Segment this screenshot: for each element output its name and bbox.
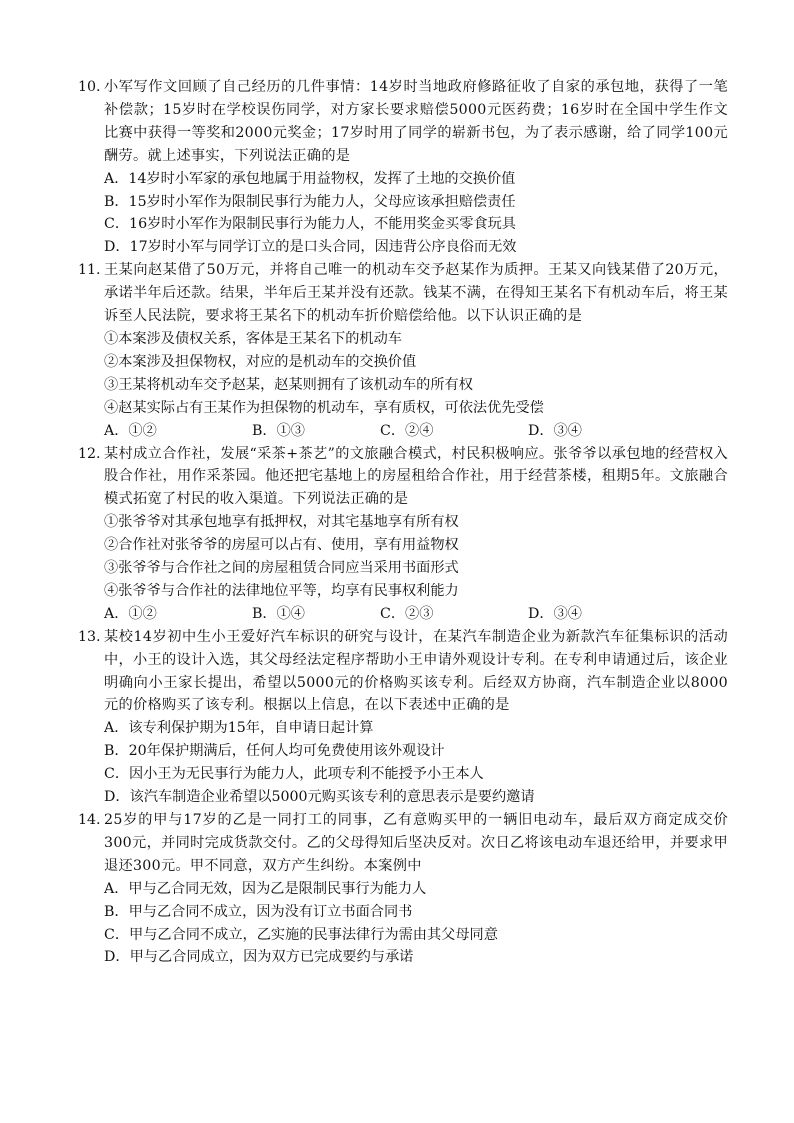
statement-1: ①本案涉及债权关系，客体是王某名下的机动车 xyxy=(104,330,402,347)
question-number: 14. xyxy=(78,812,101,828)
question-stem: 某村成立合作社，发展“采茶+茶艺”的文旅融合模式，村民积极响应。张爷爷以承包地的经营权入股合作社，用作采茶园。他还把宅基地上的房屋租给合作社，用于经营茶楼，租期5年。文旅融合模式拓宽了村民的收入渠道。下列说法正确的是 xyxy=(104,445,728,508)
statement-2: ②本案涉及担保物权，对应的是机动车的交换价值 xyxy=(104,353,417,370)
option-d: D．17岁时小军与同学订立的是口头合同，因违背公序良俗而无效 xyxy=(104,239,517,256)
question-stem: 小军写作文回顾了自己经历的几件事情：14岁时当地政府修路征收了自家的承包地，获得了一笔补偿款；15岁时在学校误伤同学，对方家长要求赔偿5000元医药费；16岁时在全国中学生作文比赛中获得一等奖和2000元奖金；17岁时用了同学的崭新书包，为了表示感谢，给了同学100元酬劳。就上述事实，下列说法正确的是 xyxy=(104,79,728,164)
option-a: A．甲与乙合同无效，因为乙是限制民事行为能力人 xyxy=(104,880,427,897)
question-stem: 王某向赵某借了50万元，并将自己唯一的机动车交予赵某作为质押。王某又向钱某借了20万元，承诺半年后还款。结果，半年后王某并没有还款。钱某不满，在得知王某名下有机动车后，将王某诉至人民法院，要求将王某名下的机动车折价赔偿给他。以下认识正确的是 xyxy=(104,262,728,325)
option-b: B．甲与乙合同不成立，因为没有订立书面合同书 xyxy=(104,903,413,920)
statement-4: ④张爷爷与合作社的法律地位平等，均享有民事权利能力 xyxy=(104,582,459,599)
question-number: 12. xyxy=(78,445,101,462)
option-b: B．①④ xyxy=(252,605,305,622)
option-c: C．16岁时小军作为限制民事行为能力人，不能用奖金买零食玩具 xyxy=(104,216,516,233)
option-a: A．①② xyxy=(104,422,157,439)
options-row xyxy=(104,420,728,443)
question-12 xyxy=(78,443,728,626)
option-d: D．该汽车制造企业希望以5000元购买该专利的意思表示是要约邀请 xyxy=(104,789,535,806)
question-stem: 25岁的甲与17岁的乙是一同打工的同事，乙有意购买甲的一辆旧电动车，最后双方商定成交价300元，并同时完成货款交付。乙的父母得知后坚决反对。次日乙将该电动车退还给甲，并要求甲退还300元。甲不同意，双方产生纠纷。本案例中 xyxy=(104,812,728,874)
statement-3: ③王某将机动车交予赵某，赵某则拥有了该机动车的所有权 xyxy=(104,376,473,393)
question-14 xyxy=(78,809,728,969)
option-d: D．③④ xyxy=(528,605,582,622)
option-b: B．①③ xyxy=(252,422,305,439)
option-a: A．该专利保护期为15年，自申请日起计算 xyxy=(104,720,374,737)
question-10 xyxy=(78,76,728,259)
option-c: C．②④ xyxy=(380,422,434,439)
option-c: C．②③ xyxy=(380,605,434,622)
question-number: 13. xyxy=(78,628,101,645)
question-stem: 某校14岁初中生小王爱好汽车标识的研究与设计，在某汽车制造企业为新款汽车征集标识的活动中，小王的设计入选，其父母经法定程序帮助小王申请外观设计专利。在专利申请通过后，该企业明确向小王家长提出，希望以5000元的价格购买该专利。后经双方协商，汽车制造企业以8000元的价格购买了该专利。根据以上信息，在以下表述中正确的是 xyxy=(104,628,728,714)
options-row xyxy=(104,603,728,626)
question-number: 10. xyxy=(78,79,101,95)
exam-page xyxy=(78,76,728,969)
question-number: 11. xyxy=(78,262,101,279)
option-a: A．①② xyxy=(104,605,157,622)
option-d: D．甲与乙合同成立，因为双方已完成要约与承诺 xyxy=(104,949,414,966)
statement-4: ④赵某实际占有王某作为担保物的机动车，享有质权，可依法优先受偿 xyxy=(104,399,544,416)
statement-1: ①张爷爷对其承包地享有抵押权，对其宅基地享有所有权 xyxy=(104,514,459,531)
question-11 xyxy=(78,259,728,442)
option-d: D．③④ xyxy=(528,422,582,439)
question-13 xyxy=(78,626,728,809)
option-b: B．15岁时小军作为限制民事行为能力人，父母应该承担赔偿责任 xyxy=(104,193,516,210)
option-c: C．因小王为无民事行为能力人，此项专利不能授予小王本人 xyxy=(104,766,484,783)
statement-3: ③张爷爷与合作社之间的房屋租赁合同应当采用书面形式 xyxy=(104,560,459,577)
option-c: C．甲与乙合同不成立，乙实施的民事法律行为需由其父母同意 xyxy=(104,926,498,943)
option-a: A．14岁时小军家的承包地属于用益物权，发挥了土地的交换价值 xyxy=(104,170,516,187)
statement-2: ②合作社对张爷爷的房屋可以占有、使用，享有用益物权 xyxy=(104,537,459,554)
option-b: B．20年保护期满后，任何人均可免费使用该外观设计 xyxy=(104,743,445,760)
